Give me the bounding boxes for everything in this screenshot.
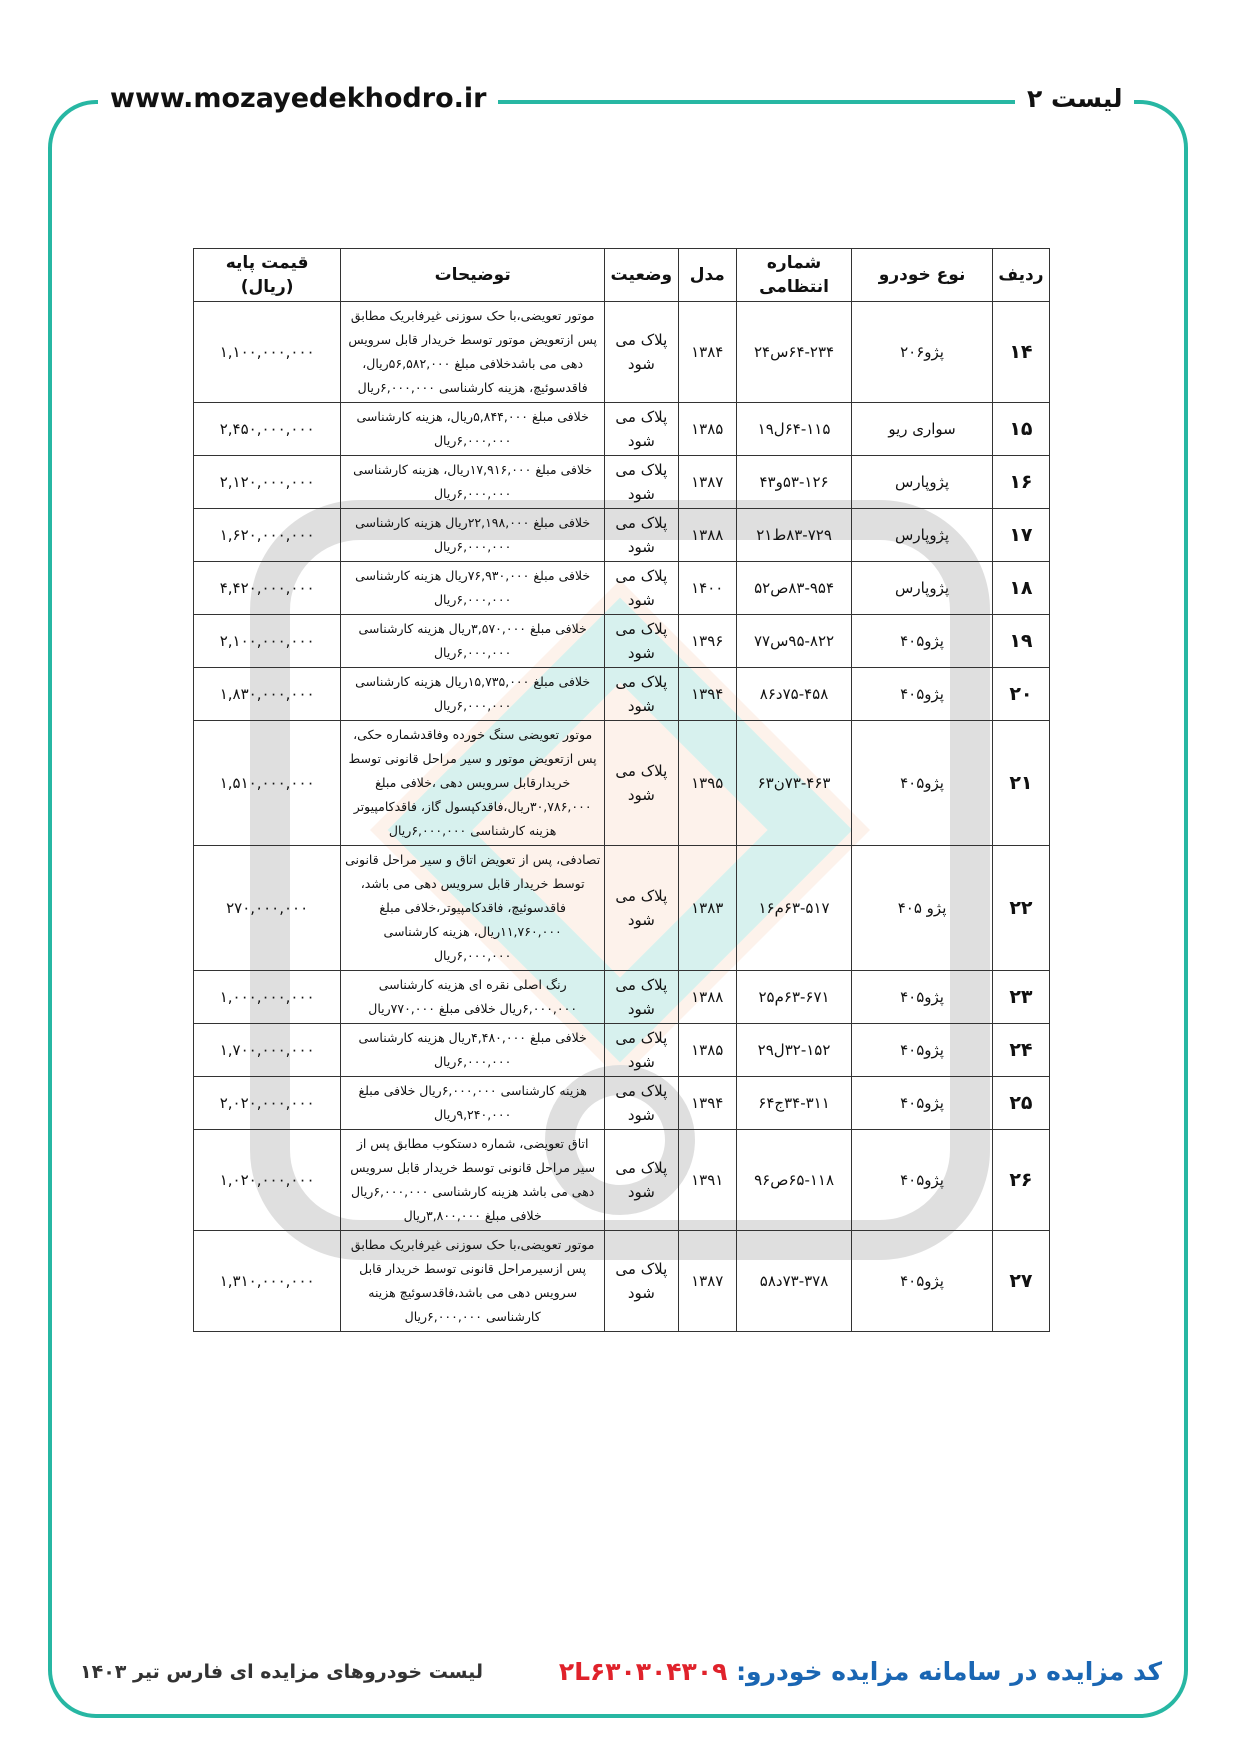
plate-number: ۸۳-۹۵۴ص۵۲	[736, 562, 851, 615]
base-price: ۱,۶۲۰,۰۰۰,۰۰۰	[194, 509, 341, 562]
base-price: ۱,۸۳۰,۰۰۰,۰۰۰	[194, 668, 341, 721]
status: پلاک می شود	[605, 971, 679, 1024]
model-year: ۱۳۹۴	[678, 668, 736, 721]
status: پلاک می شود	[605, 846, 679, 971]
row-number: ۲۳	[992, 971, 1049, 1024]
status: پلاک می شود	[605, 302, 679, 403]
status: پلاک می شود	[605, 1077, 679, 1130]
model-year: ۱۳۸۵	[678, 403, 736, 456]
description: خلافی مبلغ ۱۷,۹۱۶,۰۰۰ریال، هزینه کارشناسی ۶,۰۰۰,۰۰۰ریال	[341, 456, 605, 509]
header-plate: شماره انتظامی	[736, 249, 851, 302]
status: پلاک می شود	[605, 456, 679, 509]
description: موتور تعویضی سنگ خورده وفاقدشماره حکی، پس ازتعویض موتور و سیر مراحل قانونی توسط خریدارقابل سرویس دهی ،خلافی مبلغ ۳۰,۷۸۶,۰۰۰ریال،فاقدکپسول گاز، فاقدکامپیوتر هزینه کارشناسی ۶,۰۰۰,۰۰۰ریال	[341, 721, 605, 846]
status: پلاک می شود	[605, 615, 679, 668]
table-row	[194, 971, 1050, 1024]
header-model: مدل	[678, 249, 736, 302]
plate-number: ۳۴-۳۱۱ج۶۴	[736, 1077, 851, 1130]
auction-table	[193, 248, 1050, 1332]
table-row	[194, 615, 1050, 668]
plate-number: ۷۳-۴۶۳ن۶۳	[736, 721, 851, 846]
table-row	[194, 721, 1050, 846]
table-row	[194, 403, 1050, 456]
table-row	[194, 846, 1050, 971]
row-number: ۱۹	[992, 615, 1049, 668]
car-type: پژو۴۰۵	[852, 1024, 993, 1077]
base-price: ۴,۴۲۰,۰۰۰,۰۰۰	[194, 562, 341, 615]
table-row	[194, 668, 1050, 721]
plate-number: ۶۴-۲۳۴س۲۴	[736, 302, 851, 403]
car-type: پژو۴۰۵	[852, 1231, 993, 1332]
description: رنگ اصلی نقره ای هزینه کارشناسی ۶,۰۰۰,۰۰۰ریال خلافی مبلغ ۷۷۰,۰۰۰ریال	[341, 971, 605, 1024]
description: موتور تعویضی،با حک سوزنی غیرفابریک مطابق پس ازتعویض موتور توسط خریدار قابل سرویس دهی می باشدخلافی مبلغ ۵۶,۵۸۲,۰۰۰ریال، فاقدسوئیچ، هزینه کارشناسی ۶,۰۰۰,۰۰۰ریال	[341, 302, 605, 403]
table-row	[194, 302, 1050, 403]
plate-number: ۶۵-۱۱۸ص۹۶	[736, 1130, 851, 1231]
auction-code-label: کد مزایده در سامانه مزایده خودرو:	[736, 1657, 1162, 1686]
table-row	[194, 509, 1050, 562]
row-number: ۲۱	[992, 721, 1049, 846]
model-year: ۱۴۰۰	[678, 562, 736, 615]
car-type: پژو۴۰۵	[852, 1077, 993, 1130]
row-number: ۲۲	[992, 846, 1049, 971]
car-type: پژوپارس	[852, 562, 993, 615]
base-price: ۲,۴۵۰,۰۰۰,۰۰۰	[194, 403, 341, 456]
model-year: ۱۳۸۷	[678, 1231, 736, 1332]
status: پلاک می شود	[605, 403, 679, 456]
table-header-row	[194, 249, 1050, 302]
header-website: www.mozayedekhodro.ir	[98, 74, 498, 124]
base-price: ۱,۰۲۰,۰۰۰,۰۰۰	[194, 1130, 341, 1231]
description: خلافی مبلغ ۱۵,۷۳۵,۰۰۰ریال هزینه کارشناسی ۶,۰۰۰,۰۰۰ریال	[341, 668, 605, 721]
header-car-type: نوع خودرو	[852, 249, 993, 302]
footer-list-title: لیست خودروهای مزایده ای فارس تیر ۱۴۰۳	[80, 1661, 484, 1683]
model-year: ۱۳۹۵	[678, 721, 736, 846]
description: خلافی مبلغ ۳,۵۷۰,۰۰۰ریال هزینه کارشناسی ۶,۰۰۰,۰۰۰ریال	[341, 615, 605, 668]
header-list-label: لیست ۲	[1015, 76, 1134, 122]
plate-number: ۵۳-۱۲۶و۴۳	[736, 456, 851, 509]
plate-number: ۸۳-۷۲۹ط۲۱	[736, 509, 851, 562]
base-price: ۲۷۰,۰۰۰,۰۰۰	[194, 846, 341, 971]
model-year: ۱۳۸۳	[678, 846, 736, 971]
plate-number: ۷۳-۳۷۸د۵۸	[736, 1231, 851, 1332]
row-number: ۱۷	[992, 509, 1049, 562]
auction-code-value: ۲L۶۳۰۳۰۴۳۰۹	[558, 1657, 728, 1686]
base-price: ۱,۳۱۰,۰۰۰,۰۰۰	[194, 1231, 341, 1332]
status: پلاک می شود	[605, 562, 679, 615]
base-price: ۲,۱۲۰,۰۰۰,۰۰۰	[194, 456, 341, 509]
row-number: ۲۴	[992, 1024, 1049, 1077]
description: موتور تعویضی،با حک سوزنی غیرفابریک مطابق پس ازسیرمراحل قانونی توسط خریدار قابل سرویس دهی می باشد،فاقدسوئیچ هزینه کارشناسی ۶,۰۰۰,۰۰۰ریال	[341, 1231, 605, 1332]
base-price: ۱,۵۱۰,۰۰۰,۰۰۰	[194, 721, 341, 846]
row-number: ۲۶	[992, 1130, 1049, 1231]
plate-number: ۹۵-۸۲۲س۷۷	[736, 615, 851, 668]
row-number: ۱۴	[992, 302, 1049, 403]
table-row	[194, 562, 1050, 615]
model-year: ۱۳۹۶	[678, 615, 736, 668]
plate-number: ۶۳-۵۱۷م۱۶	[736, 846, 851, 971]
row-number: ۱۸	[992, 562, 1049, 615]
model-year: ۱۳۸۷	[678, 456, 736, 509]
model-year: ۱۳۸۸	[678, 971, 736, 1024]
description: اتاق تعویضی، شماره دستکوب مطابق پس از سیر مراحل قانونی توسط خریدار قابل سرویس دهی می باشد هزینه کارشناسی ۶,۰۰۰,۰۰۰ریال خلافی مبلغ ۳,۸۰۰,۰۰۰ریال	[341, 1130, 605, 1231]
car-type: پژو۴۰۵	[852, 1130, 993, 1231]
row-number: ۲۷	[992, 1231, 1049, 1332]
status: پلاک می شود	[605, 721, 679, 846]
car-type: پژوپارس	[852, 509, 993, 562]
model-year: ۱۳۸۴	[678, 302, 736, 403]
plate-number: ۳۲-۱۵۲ل۲۹	[736, 1024, 851, 1077]
base-price: ۲,۰۲۰,۰۰۰,۰۰۰	[194, 1077, 341, 1130]
model-year: ۱۳۸۸	[678, 509, 736, 562]
status: پلاک می شود	[605, 668, 679, 721]
base-price: ۱,۷۰۰,۰۰۰,۰۰۰	[194, 1024, 341, 1077]
car-type: پژو ۴۰۵	[852, 846, 993, 971]
model-year: ۱۳۸۵	[678, 1024, 736, 1077]
plate-number: ۶۴-۱۱۵ل۱۹	[736, 403, 851, 456]
table-row	[194, 1130, 1050, 1231]
status: پلاک می شود	[605, 1231, 679, 1332]
table-row	[194, 1024, 1050, 1077]
car-type: پژو۴۰۵	[852, 615, 993, 668]
row-number: ۱۶	[992, 456, 1049, 509]
car-type: پژو۲۰۶	[852, 302, 993, 403]
car-type: پژو۴۰۵	[852, 668, 993, 721]
status: پلاک می شود	[605, 1130, 679, 1231]
plate-number: ۷۵-۴۵۸د۸۶	[736, 668, 851, 721]
car-type: پژوپارس	[852, 456, 993, 509]
base-price: ۲,۱۰۰,۰۰۰,۰۰۰	[194, 615, 341, 668]
description: خلافی مبلغ ۴,۴۸۰,۰۰۰ریال هزینه کارشناسی ۶,۰۰۰,۰۰۰ریال	[341, 1024, 605, 1077]
car-type: پژو۴۰۵	[852, 971, 993, 1024]
status: پلاک می شود	[605, 1024, 679, 1077]
table-row	[194, 456, 1050, 509]
model-year: ۱۳۹۴	[678, 1077, 736, 1130]
status: پلاک می شود	[605, 509, 679, 562]
description: خلافی مبلغ ۲۲,۱۹۸,۰۰۰ریال هزینه کارشناسی ۶,۰۰۰,۰۰۰ریال	[341, 509, 605, 562]
base-price: ۱,۰۰۰,۰۰۰,۰۰۰	[194, 971, 341, 1024]
plate-number: ۶۳-۶۷۱م۲۵	[736, 971, 851, 1024]
row-number: ۲۰	[992, 668, 1049, 721]
description: هزینه کارشناسی ۶,۰۰۰,۰۰۰ریال خلافی مبلغ ۹,۲۴۰,۰۰۰ریال	[341, 1077, 605, 1130]
car-type: سواری ریو	[852, 403, 993, 456]
table-row	[194, 1077, 1050, 1130]
model-year: ۱۳۹۱	[678, 1130, 736, 1231]
header-price: قیمت پایه (ریال)	[194, 249, 341, 302]
base-price: ۱,۱۰۰,۰۰۰,۰۰۰	[194, 302, 341, 403]
header-row-number: ردیف	[992, 249, 1049, 302]
row-number: ۲۵	[992, 1077, 1049, 1130]
description: خلافی مبلغ ۵,۸۴۴,۰۰۰ریال، هزینه کارشناسی ۶,۰۰۰,۰۰۰ریال	[341, 403, 605, 456]
footer-auction-code	[559, 1652, 1162, 1692]
table-row	[194, 1231, 1050, 1332]
header-status: وضعیت	[605, 249, 679, 302]
header-description: توضیحات	[341, 249, 605, 302]
row-number: ۱۵	[992, 403, 1049, 456]
car-type: پژو۴۰۵	[852, 721, 993, 846]
description: تصادفی، پس از تعویض اتاق و سیر مراحل قانونی توسط خریدار قابل سرویس دهی می باشد، فاقدسوئیچ، فاقدکامپیوتر،خلافی مبلغ ۱۱,۷۶۰,۰۰۰ریال، هزینه کارشناسی ۶,۰۰۰,۰۰۰ریال	[341, 846, 605, 971]
description: خلافی مبلغ ۷۶,۹۳۰,۰۰۰ریال هزینه کارشناسی ۶,۰۰۰,۰۰۰ریال	[341, 562, 605, 615]
